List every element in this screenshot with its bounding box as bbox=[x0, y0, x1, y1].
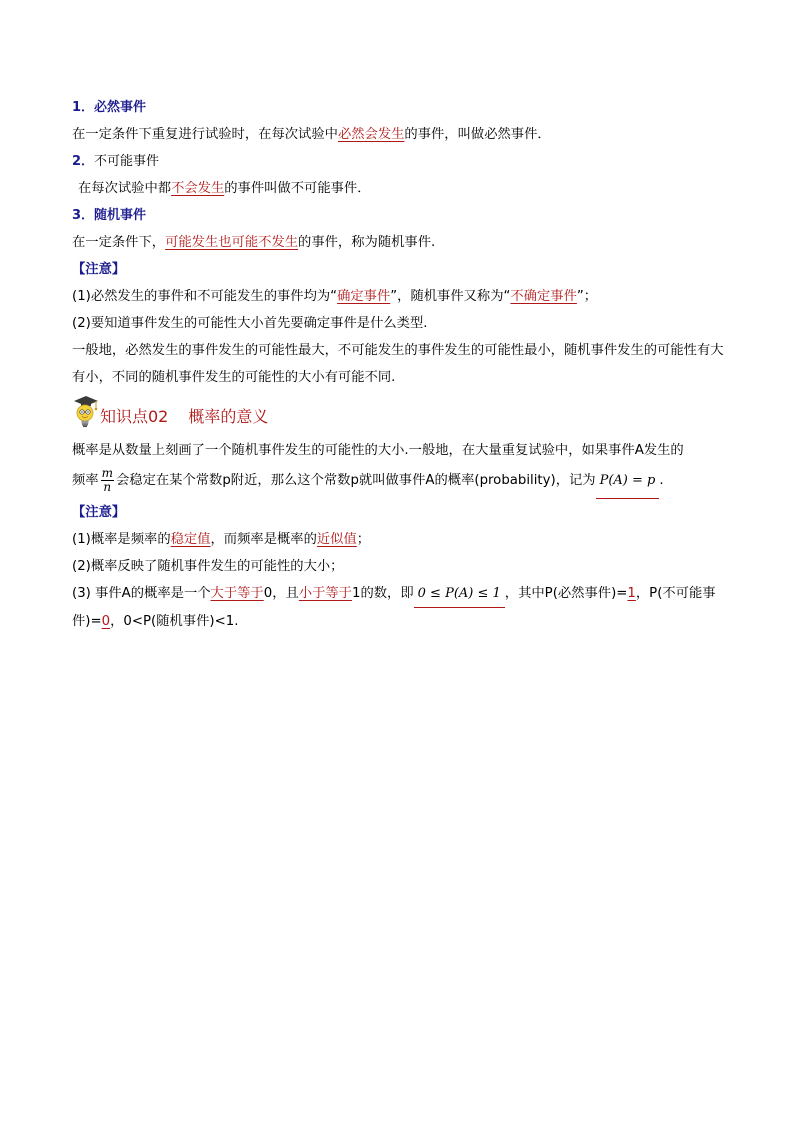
section-2-heading bbox=[72, 148, 724, 175]
note-1-item-2: (2)要知道事件发生的可能性大小首先要确定事件是什么类型. bbox=[72, 316, 428, 331]
section-1-text: 在一定条件下重复进行试验时，在每次试验中必然会发生的事件，叫做必然事件． bbox=[72, 127, 551, 142]
note-2-item-1: (1)概率是频率的稳定值，而频率是概率的近似值； bbox=[72, 532, 371, 547]
section-1-fill: 必然会发生 bbox=[337, 127, 405, 142]
probability-range-blank bbox=[414, 580, 505, 608]
knowledge-point-name: 概率的意义 bbox=[188, 407, 269, 426]
probability-formula-blank bbox=[596, 464, 660, 499]
probability-formula: P(A) = p bbox=[599, 473, 656, 488]
note-2-fill-6: 0 bbox=[101, 614, 111, 629]
note-2-fill-2: 近似值 bbox=[316, 532, 357, 547]
note-2-item-3: (3) 事件A的概率是一个大于等于0，且小于等于1的数，即 0 ≤ P(A) ≤ 1 ，其中P(必然事件)=1，P(不可能事件)=0，0<P(随机事件)<1. bbox=[72, 580, 724, 635]
section-3-title: 随机事件 bbox=[94, 208, 147, 223]
note-2-item-2: (2)概率反映了随机事件发生的可能性的大小； bbox=[72, 559, 344, 574]
section-2-text: 在每次试验中都不会发生的事件叫做不可能事件． bbox=[78, 181, 371, 196]
note-1-fill-1: 确定事件 bbox=[337, 289, 391, 304]
note-1-fill-2: 不确定事件 bbox=[510, 289, 577, 304]
knowledge-point-label: 知识点02 bbox=[100, 407, 169, 426]
section-2-fill: 不会发生 bbox=[171, 181, 225, 196]
section-2-number: 2． bbox=[72, 154, 95, 169]
note-2-fill-3: 大于等于 bbox=[210, 586, 264, 601]
note-1-item-1: (1)必然发生的事件和不可能发生的事件均为“确定事件”，随机事件又称为“不确定事件”； bbox=[72, 289, 598, 304]
frequency-fraction: $\frac{m}{n}$ bbox=[101, 465, 113, 494]
section-2-title: 不可能事件 bbox=[94, 154, 160, 169]
section-1-heading bbox=[72, 94, 724, 121]
section-1-number: 1． bbox=[72, 100, 95, 115]
probability-line-2: 频率 $\frac{m}{n}$ 会稳定在某个常数p附近，那么这个常数p就叫做事件A的概率(probability)，记为 P(A) = p . bbox=[72, 464, 724, 499]
probability-range-formula: 0 ≤ P(A) ≤ 1 bbox=[417, 586, 501, 601]
note-1-label: 【注意】 bbox=[72, 262, 126, 277]
note-1-paragraph: 一般地，必然发生的事件发生的可能性最大，不可能发生的事件发生的可能性最小，随机事件发生的可能性有大有小，不同的随机事件发生的可能性的大小有可能不同. bbox=[72, 343, 724, 385]
note-2-fill-1: 稳定值 bbox=[170, 532, 211, 547]
section-3-number: 3． bbox=[72, 208, 95, 223]
note-2-fill-4: 小于等于 bbox=[298, 586, 352, 601]
knowledge-point-header bbox=[72, 397, 724, 435]
section-1-title: 必然事件 bbox=[94, 100, 147, 115]
lightbulb-graduate-icon bbox=[70, 393, 100, 431]
section-3-fill: 可能发生也可能不发生 bbox=[165, 235, 299, 250]
document-page bbox=[72, 94, 724, 635]
knowledge-point-title bbox=[100, 404, 268, 427]
note-2-label: 【注意】 bbox=[72, 505, 126, 520]
probability-line-1: 概率是从数量上刻画了一个随机事件发生的可能性的大小.一般地，在大量重复试验中，如果事件A发生的 bbox=[72, 443, 684, 458]
section-3-heading bbox=[72, 202, 724, 229]
section-3-text: 在一定条件下，可能发生也可能不发生的事件，称为随机事件. bbox=[72, 235, 436, 250]
note-2-fill-5: 1 bbox=[627, 586, 636, 601]
